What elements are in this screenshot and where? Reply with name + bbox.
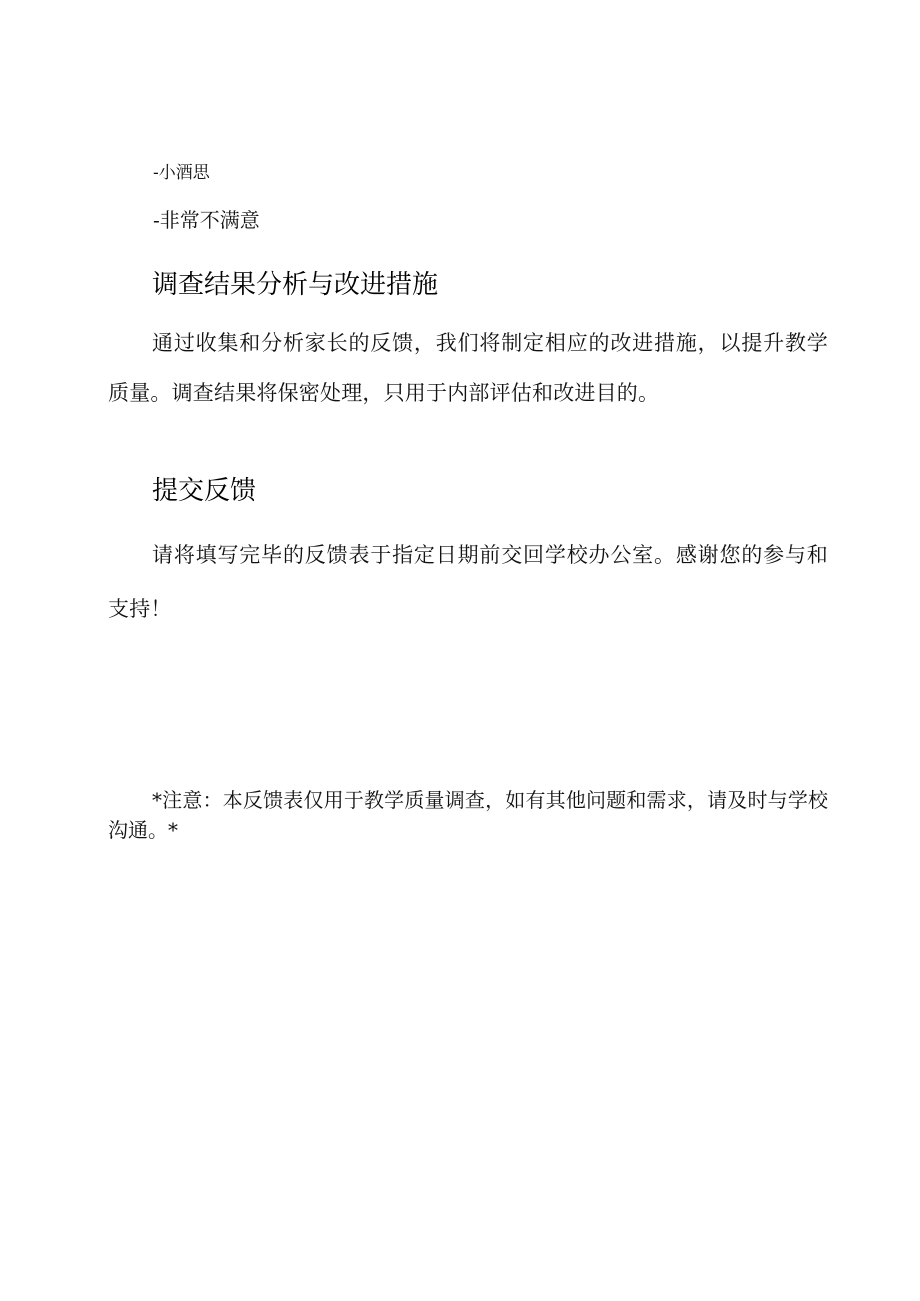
- section-heading-submit: 提交反馈: [152, 476, 257, 506]
- section-body-analysis: 通过收集和分析家长的反馈，我们将制定相应的改进措施，以提升教学质量。调查结果将保密处理，只用于内部评估和改进目的。: [108, 331, 828, 405]
- section-body-submit: 请将填写完毕的反馈表于指定日期前交回学校办公室。感谢您的参与和支持！: [108, 543, 828, 621]
- list-item-option-small: -小酒思: [153, 163, 210, 183]
- section-heading-analysis: 调查结果分析与改进措施: [152, 270, 439, 300]
- footnote-notice: *注意：本反馈表仅用于教学质量调查，如有其他问题和需求，请及时与学校沟通。*: [108, 788, 828, 842]
- list-item-very-dissatisfied: -非常不满意: [153, 208, 260, 232]
